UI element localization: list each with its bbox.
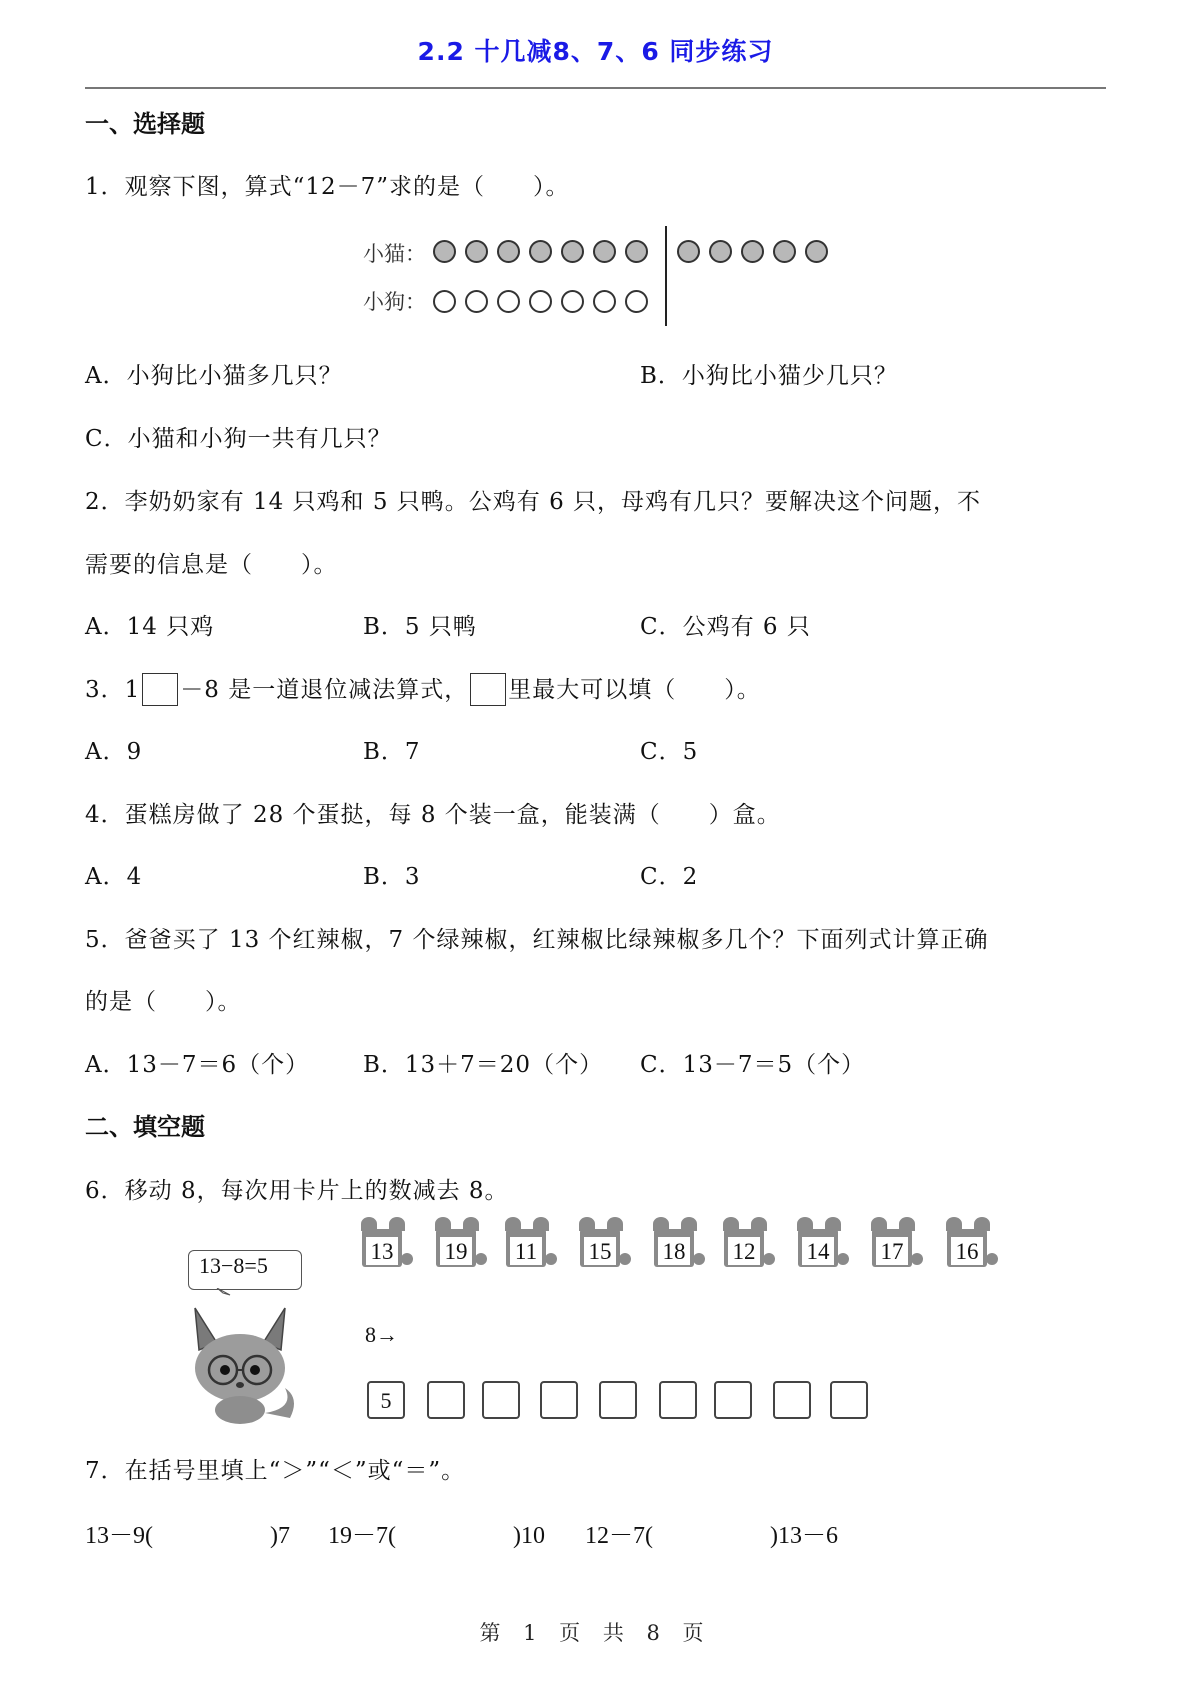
question-2-text-line1: 2．李奶奶家有 14 只鸡和 5 只鸭。公鸡有 6 只，母鸡有几只？要解决这个问题，不 [85,489,982,515]
page-title: 2.2 十几减8、7、6 同步练习 [417,37,774,66]
answer-box[interactable] [773,1381,811,1419]
compare-right: )13－6 [770,1523,838,1549]
answer-box[interactable] [540,1381,578,1419]
dogs-row-label: 小狗： [363,290,426,314]
q3-option-b[interactable]: B．7 [363,739,421,765]
number-card [940,1215,996,1271]
question-2-text-line2: 需要的信息是（ ）。 [85,552,338,578]
number-card [717,1215,773,1271]
page-number: 第 1 页 共 8 页 [479,1621,712,1645]
cat-dot-icon [593,240,616,263]
compare-right: )10 [513,1523,545,1549]
q3-middle: －8 是一道退位减法算式， [180,677,469,703]
speech-bubble: 13−8=5 [188,1250,302,1290]
cat-dot-icon [625,240,648,263]
cats-row-left [433,240,657,263]
answer-box[interactable] [599,1381,637,1419]
compare-left: 13－9( [85,1523,153,1549]
question-5-text-line2: 的是（ ）。 [85,989,242,1015]
q3-suffix: 里最大可以填（ ）。 [508,677,761,703]
number-card [355,1215,411,1271]
q1-option-c[interactable]: C．小猫和小狗一共有几只？ [85,426,392,452]
cat-dot-icon [465,240,488,263]
card-number: 14 [802,1237,834,1265]
cats-row-label: 小猫： [363,242,426,266]
title-divider [85,87,1106,89]
q3-blank-box-ref [470,673,506,706]
q3-blank-box [142,673,178,706]
dog-dot-icon [593,290,616,313]
q4-option-a[interactable]: A．4 [85,864,143,890]
q4-option-c[interactable]: C．2 [640,864,699,890]
card-number: 17 [876,1237,908,1265]
q5-option-a[interactable]: A．13－7＝6（个） [85,1052,310,1078]
tail-icon [763,1253,775,1265]
tail-icon [475,1253,487,1265]
answer-box[interactable] [714,1381,752,1419]
q3-option-c[interactable]: C．5 [640,739,699,765]
q5-option-c[interactable]: C．13－7＝5（个） [640,1052,866,1078]
fox-mascot-icon [185,1288,310,1428]
cat-dot-icon [677,240,700,263]
number-card [429,1215,485,1271]
cat-dot-icon [741,240,764,263]
question-5-text-line1: 5．爸爸买了 13 个红辣椒，7 个绿辣椒，红辣椒比绿辣椒多几个？下面列式计算正确 [85,927,989,953]
section-heading-fill: 二、填空题 [85,1112,205,1141]
q5-option-b[interactable]: B．13＋7＝20（个） [363,1052,604,1078]
number-card [865,1215,921,1271]
number-card [791,1215,847,1271]
question-3-text [85,671,761,708]
q3-prefix: 3．1 [85,677,141,703]
number-card [573,1215,629,1271]
card-number: 18 [658,1237,690,1265]
cat-dot-icon [561,240,584,263]
q3-option-a[interactable]: A．9 [85,739,143,765]
question-6-text: 6．移动 8，每次用卡片上的数减去 8。 [85,1178,509,1204]
compare-right: )7 [270,1523,290,1549]
question-7-text: 7．在括号里填上“＞”“＜”或“＝”。 [85,1458,466,1484]
q4-option-b[interactable]: B．3 [363,864,421,890]
section-heading-choice: 一、选择题 [85,109,205,138]
q2-option-a[interactable]: A．14 只鸡 [85,614,215,640]
tail-icon [693,1253,705,1265]
card-number: 15 [584,1237,616,1265]
answer-box[interactable] [427,1381,465,1419]
dog-dot-icon [561,290,584,313]
card-number: 19 [440,1237,472,1265]
compare-item-3 [585,1515,838,1550]
card-number: 13 [366,1237,398,1265]
subtract-8-arrow-label: 8→ [365,1322,398,1347]
compare-left: 19－7( [328,1523,396,1549]
cat-dot-icon [709,240,732,263]
question-1-text: 1．观察下图，算式“12－7”求的是（ ）。 [85,174,570,200]
dog-dot-icon [529,290,552,313]
q2-option-b[interactable]: B．5 只鸭 [363,614,477,640]
card-number: 12 [728,1237,760,1265]
cat-dot-icon [773,240,796,263]
compare-left: 12－7( [585,1523,653,1549]
tail-icon [619,1253,631,1265]
tail-icon [986,1253,998,1265]
tail-icon [911,1253,923,1265]
cat-dot-icon [497,240,520,263]
tail-icon [545,1253,557,1265]
number-cards-row [355,1215,1015,1275]
q1-option-a[interactable]: A．小狗比小猫多几只？ [85,363,343,389]
tail-icon [401,1253,413,1265]
divider-bar [665,226,667,326]
dog-dot-icon [433,290,456,313]
number-card [647,1215,703,1271]
cats-row-right [677,240,837,263]
card-number: 16 [951,1237,983,1265]
answer-box[interactable] [482,1381,520,1419]
cat-dot-icon [805,240,828,263]
cat-dot-icon [433,240,456,263]
answer-box: 5 [367,1381,405,1419]
dogs-row [433,290,657,313]
tail-icon [837,1253,849,1265]
q1-option-b[interactable]: B．小狗比小猫少几只？ [640,363,898,389]
dog-dot-icon [625,290,648,313]
answer-box[interactable] [659,1381,697,1419]
compare-item-2 [328,1515,545,1550]
answer-box[interactable] [830,1381,868,1419]
compare-item-1 [85,1515,290,1550]
dog-dot-icon [497,290,520,313]
question-4-text: 4．蛋糕房做了 28 个蛋挞，每 8 个装一盒，能装满（ ）盒。 [85,802,781,828]
dog-dot-icon [465,290,488,313]
cat-dot-icon [529,240,552,263]
number-card [499,1215,555,1271]
card-number: 11 [510,1237,542,1265]
q2-option-c[interactable]: C．公鸡有 6 只 [640,614,811,640]
